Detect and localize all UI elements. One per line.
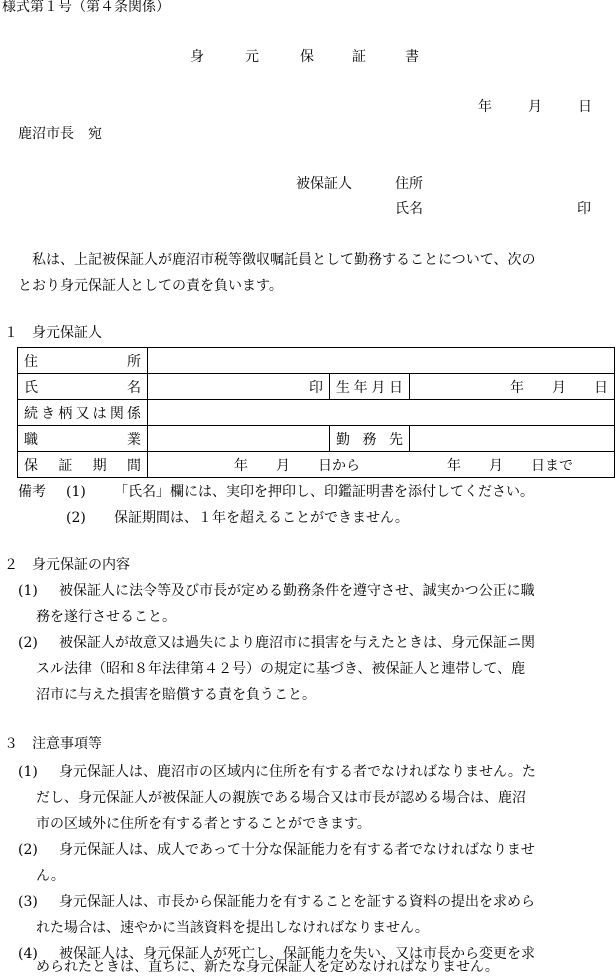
addressee: 鹿沼市長 宛 [18,126,102,142]
notes-label: 備考 [18,484,46,500]
note-text: 保証期間は、１年を超えることができません。 [114,510,409,526]
period-to: 年 月 日まで [447,458,573,474]
intro-line: とおり身元保証人としての責を負います。 [18,278,283,294]
name-field[interactable] [148,374,330,400]
insured-role: 被保証人 [296,176,352,192]
relation-label: 続き柄又は関係 [18,400,148,426]
period-field[interactable] [148,452,615,478]
insured-address-label: 住所 [395,176,423,192]
item-line: 被保証人は、身元保証人が死亡し、保証能力を失い、又は市長から変更を求 [59,946,535,962]
birthdate-label: 生年月日 [330,374,410,400]
insured-seal: 印 [577,201,591,217]
job-field[interactable] [148,426,330,452]
table-row [18,400,615,426]
title-char: 証 [352,49,366,65]
note-text: 「氏名」欄には、実印を押印し、印鑑証明書を添付してください。 [114,484,534,500]
address-field[interactable] [148,348,615,374]
item-number: (3) [18,894,38,910]
item-line: れた場合は、速やかに当該資料を提出しなければなりません。 [36,920,429,936]
table-row [18,426,615,452]
item-line: 市の区域外に住所を有する者とすることができます。 [36,816,371,832]
item-line: 身元保証人は、市長から保証能力を有することを証する資料の提出を求めら [59,894,535,910]
relation-field[interactable] [148,400,615,426]
title-char: 身 [190,49,204,65]
table-row [18,452,615,478]
item-number: (2) [18,635,38,651]
section3-heading: ３ 注意事項等 [4,736,102,752]
period-from: 年 月 日から [234,458,360,474]
intro-paragraph [18,247,612,299]
section1-heading: １ 身元保証人 [4,325,102,341]
name-label: 氏 名 [18,374,148,400]
item-line: スル法律（昭和８年法律第４２号）の規定に基づき、被保証人と連帯して、鹿 [36,661,526,677]
date-day: 日 [578,99,592,115]
item-number: (2) [18,842,38,858]
guarantor-table [17,347,615,478]
note-number: (2) [66,510,86,526]
item-line: 身元保証人は、成人であって十分な保証能力を有する者でなければなりませ [59,842,535,858]
date-month: 月 [528,99,542,115]
item-line: められたときは、直ちに、新たな身元保証人を定めなければなりません。 [36,959,499,975]
intro-line: 私は、上記被保証人が鹿沼市税等徴収嘱託員として勤務することについて、次の [32,252,536,268]
period-label: 保証期間 [18,452,148,478]
table-row [18,374,615,400]
item-number: (1) [18,764,38,780]
title-char: 元 [245,49,259,65]
date-year: 年 [478,99,492,115]
item-line: 被保証人が故意又は過失により鹿沼市に損害を与えたときは、身元保証ニ関 [59,635,535,651]
workplace-field[interactable] [410,426,615,452]
birthdate-field[interactable]: 年 月 日 [410,374,615,400]
section2-heading: ２ 身元保証の内容 [4,557,130,573]
item-line: 身元保証人は、鹿沼市の区域内に住所を有する者でなければなりません。た [59,764,536,780]
table-row [18,348,615,374]
insured-name-label: 氏名 [395,201,423,217]
item-line: 沼市に与えた損害を賠償する責を負うこと。 [36,687,316,703]
workplace-label: 勤務先 [330,426,410,452]
title-char: 保 [300,49,314,65]
item-line: だし、身元保証人が被保証人の親族である場合又は市長が認める場合は、鹿沼 [36,790,526,806]
item-line: 務を遂行させること。 [36,609,176,625]
seal-mark: 印 [309,379,323,396]
item-line: ん。 [36,868,65,884]
item-number: (4) [18,946,38,962]
title-char: 書 [405,49,419,65]
address-label: 住 所 [18,348,148,374]
item-number: (1) [18,583,38,599]
job-label: 職 業 [18,426,148,452]
form-number: 様式第１号（第４条関係） [2,0,170,15]
note-number: (1) [66,484,86,500]
item-line: 被保証人に法令等及び市長が定める勤務条件を遵守させ、誠実かつ公正に職 [59,583,535,599]
